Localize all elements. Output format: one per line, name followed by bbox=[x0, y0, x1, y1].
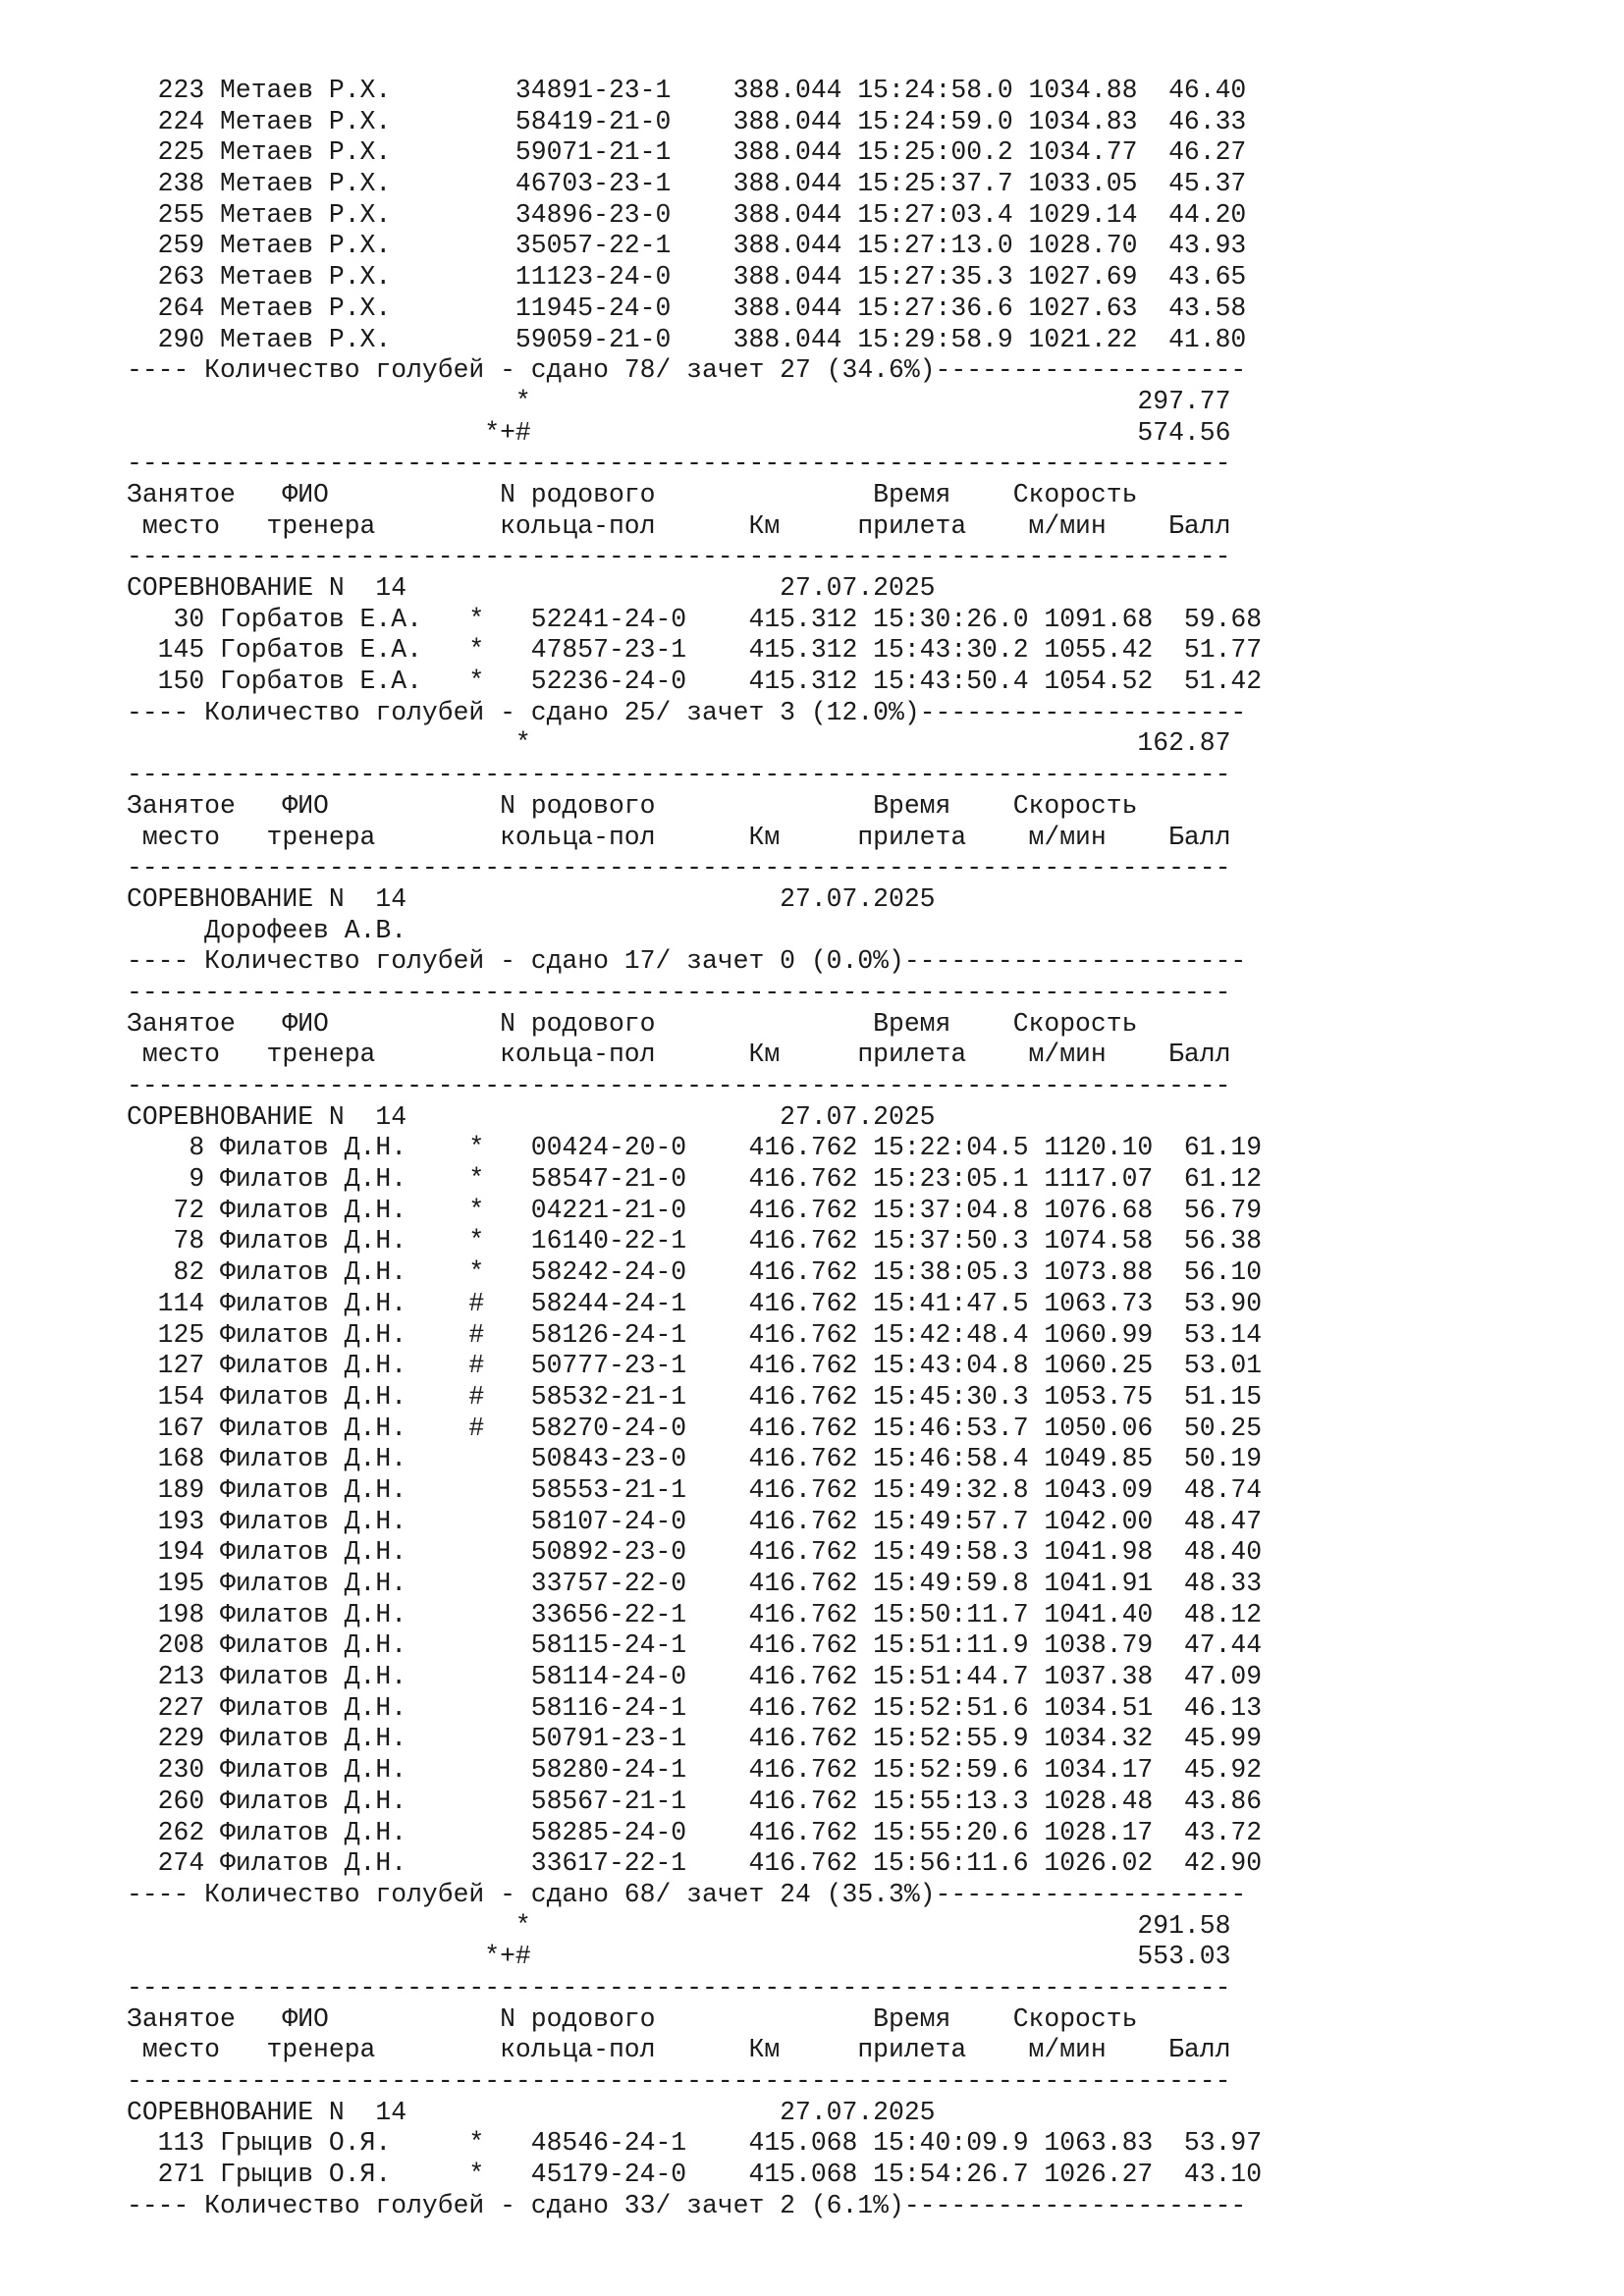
result-row: 72 Филатов Д.Н. * 04221-21-0 416.762 15:37:04.8 1076.68 56.79 bbox=[127, 1195, 1263, 1225]
column-header-line: место тренера кольца-пол Км прилета м/мин Балл bbox=[127, 1040, 1231, 1070]
result-row: 224 Метаев Р.Х. 58419-21-0 388.044 15:24:59.0 1034.83 46.33 bbox=[127, 106, 1247, 136]
result-row: 30 Горбатов Е.А. * 52241-24-0 415.312 15:30:26.0 1091.68 59.68 bbox=[127, 604, 1263, 634]
column-header-line: Занятое ФИО N родового Время Скорость bbox=[127, 1008, 1138, 1039]
points-total: * 297.77 bbox=[127, 386, 1231, 416]
result-row: 78 Филатов Д.Н. * 16140-22-1 416.762 15:37:50.3 1074.58 56.38 bbox=[127, 1226, 1263, 1256]
separator-rule: ----------------------------------------------------------------------- bbox=[127, 853, 1231, 883]
result-row: 125 Филатов Д.Н. # 58126-24-1 416.762 15:42:48.4 1060.99 53.14 bbox=[127, 1319, 1263, 1350]
result-row: 8 Филатов Д.Н. * 00424-20-0 416.762 15:22:04.5 1120.10 61.19 bbox=[127, 1133, 1263, 1163]
pigeon-count-summary: ---- Количество голубей - сдано 17/ зачет 0 (0.0%)---------------------- bbox=[127, 946, 1247, 977]
result-row: 227 Филатов Д.Н. 58116-24-1 416.762 15:52:51.6 1034.51 46.13 bbox=[127, 1692, 1263, 1723]
separator-rule: ----------------------------------------------------------------------- bbox=[127, 977, 1231, 1007]
pigeon-count-summary: ---- Количество голубей - сдано 68/ зачет 24 (35.3%)-------------------- bbox=[127, 1879, 1247, 1909]
result-row: 225 Метаев Р.Х. 59071-21-1 388.044 15:25:00.2 1034.77 46.27 bbox=[127, 137, 1247, 168]
points-total: * 162.87 bbox=[127, 728, 1231, 759]
result-row: 198 Филатов Д.Н. 33656-22-1 416.762 15:50:11.7 1041.40 48.12 bbox=[127, 1599, 1263, 1629]
result-row: 82 Филатов Д.Н. * 58242-24-0 416.762 15:38:05.3 1073.88 56.10 bbox=[127, 1257, 1263, 1288]
result-row: Дорофеев А.В. bbox=[127, 915, 407, 945]
pigeon-count-summary: ---- Количество голубей - сдано 25/ зачет 3 (12.0%)--------------------- bbox=[127, 697, 1247, 727]
competition-header: СОРЕВНОВАНИЕ N 14 27.07.2025 bbox=[127, 2097, 936, 2127]
result-row: 229 Филатов Д.Н. 50791-23-1 416.762 15:52:55.9 1034.32 45.99 bbox=[127, 1724, 1263, 1754]
column-header-line: место тренера кольца-пол Км прилета м/мин Балл bbox=[127, 510, 1231, 541]
result-row: 290 Метаев Р.Х. 59059-21-0 388.044 15:29:58.9 1021.22 41.80 bbox=[127, 324, 1247, 354]
result-row: 260 Филатов Д.Н. 58567-21-1 416.762 15:55:13.3 1028.48 43.86 bbox=[127, 1786, 1263, 1816]
competition-header: СОРЕВНОВАНИЕ N 14 27.07.2025 bbox=[127, 883, 936, 914]
result-row: 274 Филатов Д.Н. 33617-22-1 416.762 15:56:11.6 1026.02 42.90 bbox=[127, 1848, 1263, 1879]
results-printout bbox=[127, 76, 1501, 2221]
result-row: 9 Филатов Д.Н. * 58547-21-0 416.762 15:23:05.1 1117.07 61.12 bbox=[127, 1164, 1263, 1195]
result-row: 127 Филатов Д.Н. # 50777-23-1 416.762 15:43:04.8 1060.25 53.01 bbox=[127, 1351, 1263, 1381]
result-row: 195 Филатов Д.Н. 33757-22-0 416.762 15:49:59.8 1041.91 48.33 bbox=[127, 1569, 1263, 1598]
points-total: *+# 574.56 bbox=[127, 417, 1231, 448]
points-total: * 291.58 bbox=[127, 1910, 1231, 1941]
pigeon-count-summary: ---- Количество голубей - сдано 78/ зачет 27 (34.6%)-------------------- bbox=[127, 355, 1247, 386]
result-row: 213 Филатов Д.Н. 58114-24-0 416.762 15:51:44.7 1037.38 47.09 bbox=[127, 1662, 1263, 1692]
column-header-line: Занятое ФИО N родового Время Скорость bbox=[127, 2003, 1138, 2034]
result-row: 255 Метаев Р.Х. 34896-23-0 388.044 15:27:03.4 1029.14 44.20 bbox=[127, 199, 1247, 230]
result-row: 168 Филатов Д.Н. 50843-23-0 416.762 15:46:58.4 1049.85 50.19 bbox=[127, 1444, 1263, 1474]
separator-rule: ----------------------------------------------------------------------- bbox=[127, 542, 1231, 572]
separator-rule: ----------------------------------------------------------------------- bbox=[127, 2066, 1231, 2096]
result-row: 167 Филатов Д.Н. # 58270-24-0 416.762 15:46:53.7 1050.06 50.25 bbox=[127, 1413, 1263, 1443]
separator-rule: ----------------------------------------------------------------------- bbox=[127, 1972, 1231, 2002]
result-row: 264 Метаев Р.Х. 11945-24-0 388.044 15:27:36.6 1027.63 43.58 bbox=[127, 293, 1247, 323]
result-row: 114 Филатов Д.Н. # 58244-24-1 416.762 15:41:47.5 1063.73 53.90 bbox=[127, 1288, 1263, 1318]
column-header-line: Занятое ФИО N родового Время Скорость bbox=[127, 479, 1138, 509]
result-row: 154 Филатов Д.Н. # 58532-21-1 416.762 15:45:30.3 1053.75 51.15 bbox=[127, 1381, 1263, 1412]
result-row: 194 Филатов Д.Н. 50892-23-0 416.762 15:49:58.3 1041.98 48.40 bbox=[127, 1537, 1263, 1568]
result-row: 189 Филатов Д.Н. 58553-21-1 416.762 15:49:32.8 1043.09 48.74 bbox=[127, 1474, 1263, 1505]
separator-rule: ----------------------------------------------------------------------- bbox=[127, 760, 1231, 790]
pigeon-count-summary: ---- Количество голубей - сдано 33/ зачет 2 (6.1%)---------------------- bbox=[127, 2190, 1247, 2220]
result-row: 238 Метаев Р.Х. 46703-23-1 388.044 15:25:37.7 1033.05 45.37 bbox=[127, 169, 1247, 199]
column-header-line: место тренера кольца-пол Км прилета м/мин Балл bbox=[127, 822, 1231, 852]
result-row: 193 Филатов Д.Н. 58107-24-0 416.762 15:49:57.7 1042.00 48.47 bbox=[127, 1506, 1263, 1536]
competition-header: СОРЕВНОВАНИЕ N 14 27.07.2025 bbox=[127, 573, 936, 603]
points-total: *+# 553.03 bbox=[127, 1942, 1231, 1972]
result-row: 208 Филатов Д.Н. 58115-24-1 416.762 15:51:11.9 1038.79 47.44 bbox=[127, 1630, 1263, 1661]
separator-rule: ----------------------------------------------------------------------- bbox=[127, 1071, 1231, 1100]
result-row: 230 Филатов Д.Н. 58280-24-1 416.762 15:52:59.6 1034.17 45.92 bbox=[127, 1755, 1263, 1786]
result-row: 145 Горбатов Е.А. * 47857-23-1 415.312 15:43:30.2 1055.42 51.77 bbox=[127, 635, 1263, 666]
result-row: 150 Горбатов Е.А. * 52236-24-0 415.312 15:43:50.4 1054.52 51.42 bbox=[127, 667, 1263, 697]
result-row: 113 Грыцив О.Я. * 48546-24-1 415.068 15:40:09.9 1063.83 53.97 bbox=[127, 2128, 1263, 2159]
result-row: 262 Филатов Д.Н. 58285-24-0 416.762 15:55:20.6 1028.17 43.72 bbox=[127, 1817, 1263, 1847]
column-header-line: Занятое ФИО N родового Время Скорость bbox=[127, 790, 1138, 821]
competition-header: СОРЕВНОВАНИЕ N 14 27.07.2025 bbox=[127, 1101, 936, 1132]
separator-rule: ----------------------------------------------------------------------- bbox=[127, 449, 1231, 479]
result-row: 271 Грыцив О.Я. * 45179-24-0 415.068 15:54:26.7 1026.27 43.10 bbox=[127, 2160, 1263, 2190]
result-row: 223 Метаев Р.Х. 34891-23-1 388.044 15:24:58.0 1034.88 46.40 bbox=[127, 76, 1247, 105]
result-row: 263 Метаев Р.Х. 11123-24-0 388.044 15:27:35.3 1027.69 43.65 bbox=[127, 262, 1247, 293]
result-row: 259 Метаев Р.Х. 35057-22-1 388.044 15:27:13.0 1028.70 43.93 bbox=[127, 231, 1247, 261]
column-header-line: место тренера кольца-пол Км прилета м/мин Балл bbox=[127, 2035, 1231, 2065]
